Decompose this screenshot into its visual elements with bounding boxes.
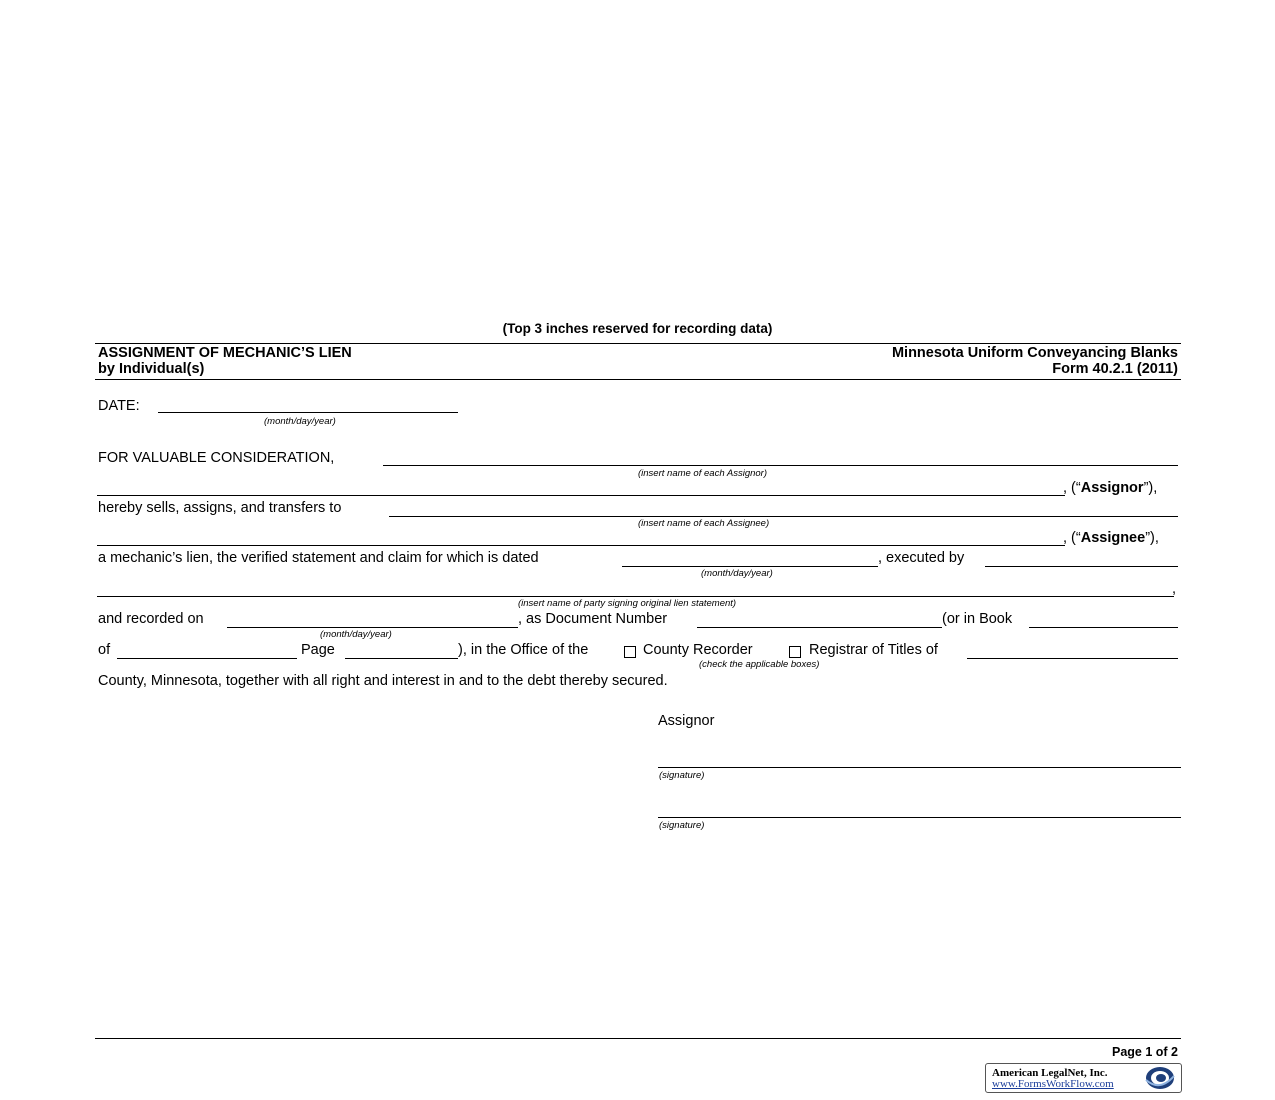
assignor-heading: Assignor [658,713,715,729]
header-top-rule [95,343,1181,344]
signature-caption-1: (signature) [659,770,705,781]
form-number: Form 40.2.1 (2011) [1052,361,1178,377]
publisher-logo[interactable] [985,1063,1182,1093]
registrar-of-titles-checkbox[interactable] [789,646,801,658]
lien-date-caption: (month/day/year) [701,568,773,579]
county-recorder-checkbox[interactable] [624,646,636,658]
assignor-caption: (insert name of each Assignor) [638,468,768,479]
assignee-name-field-2[interactable] [97,545,1065,546]
signature-caption-2: (signature) [659,820,705,831]
of-label: of [98,642,111,658]
header-bottom-rule [95,379,1181,380]
county-text: County, Minnesota, together with all right and interest in and to the debt thereby secured. [98,673,668,689]
recorded-date-caption: (month/day/year) [320,629,392,640]
page-number-field[interactable] [345,658,458,659]
executed-by-label: , executed by [878,550,965,566]
assignor-name-field-2[interactable] [97,495,1065,496]
assignee-name-field[interactable] [389,516,1178,517]
form-title: ASSIGNMENT OF MECHANIC’S LIEN [98,345,352,361]
document-number-field[interactable] [697,627,942,628]
page-label: Page [301,642,335,658]
lien-date-field[interactable] [622,566,878,567]
globe-swirl-icon [1143,1065,1177,1091]
lien-label: a mechanic’s lien, the verified statement and claim for which is dated [98,550,539,566]
recording-note: (Top 3 inches reserved for recording data) [502,321,773,336]
executed-by-field[interactable] [985,566,1178,567]
date-caption: (month/day/year) [264,416,336,427]
book-field[interactable] [1029,627,1178,628]
office-label: ), in the Office of the [458,642,589,658]
book-label: (or in Book [942,611,1013,627]
signature-line-2[interactable] [658,817,1181,818]
county-name-field[interactable] [967,658,1178,659]
recorded-date-field[interactable] [227,627,518,628]
registrar-of-titles-label: Registrar of Titles of [809,642,938,658]
county-recorder-label: County Recorder [643,642,753,658]
publisher-name: American LegalNet, Inc. [992,1067,1108,1079]
lien-signer-field[interactable] [97,596,1174,597]
signature-line-1[interactable] [658,767,1181,768]
form-subtitle: by Individual(s) [98,361,205,377]
lien-signer-caption: (insert name of party signing original lien statement) [518,598,737,609]
book-number-field[interactable] [117,658,297,659]
form-series: Minnesota Uniform Conveyancing Blanks [891,345,1178,361]
date-field[interactable] [158,412,458,413]
lien-signer-comma: , [1172,581,1177,597]
assignor-defined-term: , (“Assignor”), [1063,480,1158,496]
recorded-label: and recorded on [98,611,204,627]
date-label: DATE: [98,398,140,414]
assignee-defined-term: , (“Assignee”), [1063,530,1159,546]
transfer-label: hereby sells, assigns, and transfers to [98,500,342,516]
page-number: Page 1 of 2 [1112,1045,1178,1059]
document-number-label: , as Document Number [518,611,668,627]
consideration-label: FOR VALUABLE CONSIDERATION, [98,450,335,466]
publisher-url[interactable]: www.FormsWorkFlow.com [992,1078,1114,1090]
checkbox-caption: (check the applicable boxes) [699,659,820,670]
assignor-name-field[interactable] [383,465,1178,466]
assignee-caption: (insert name of each Assignee) [638,518,770,529]
footer-rule [95,1038,1181,1039]
